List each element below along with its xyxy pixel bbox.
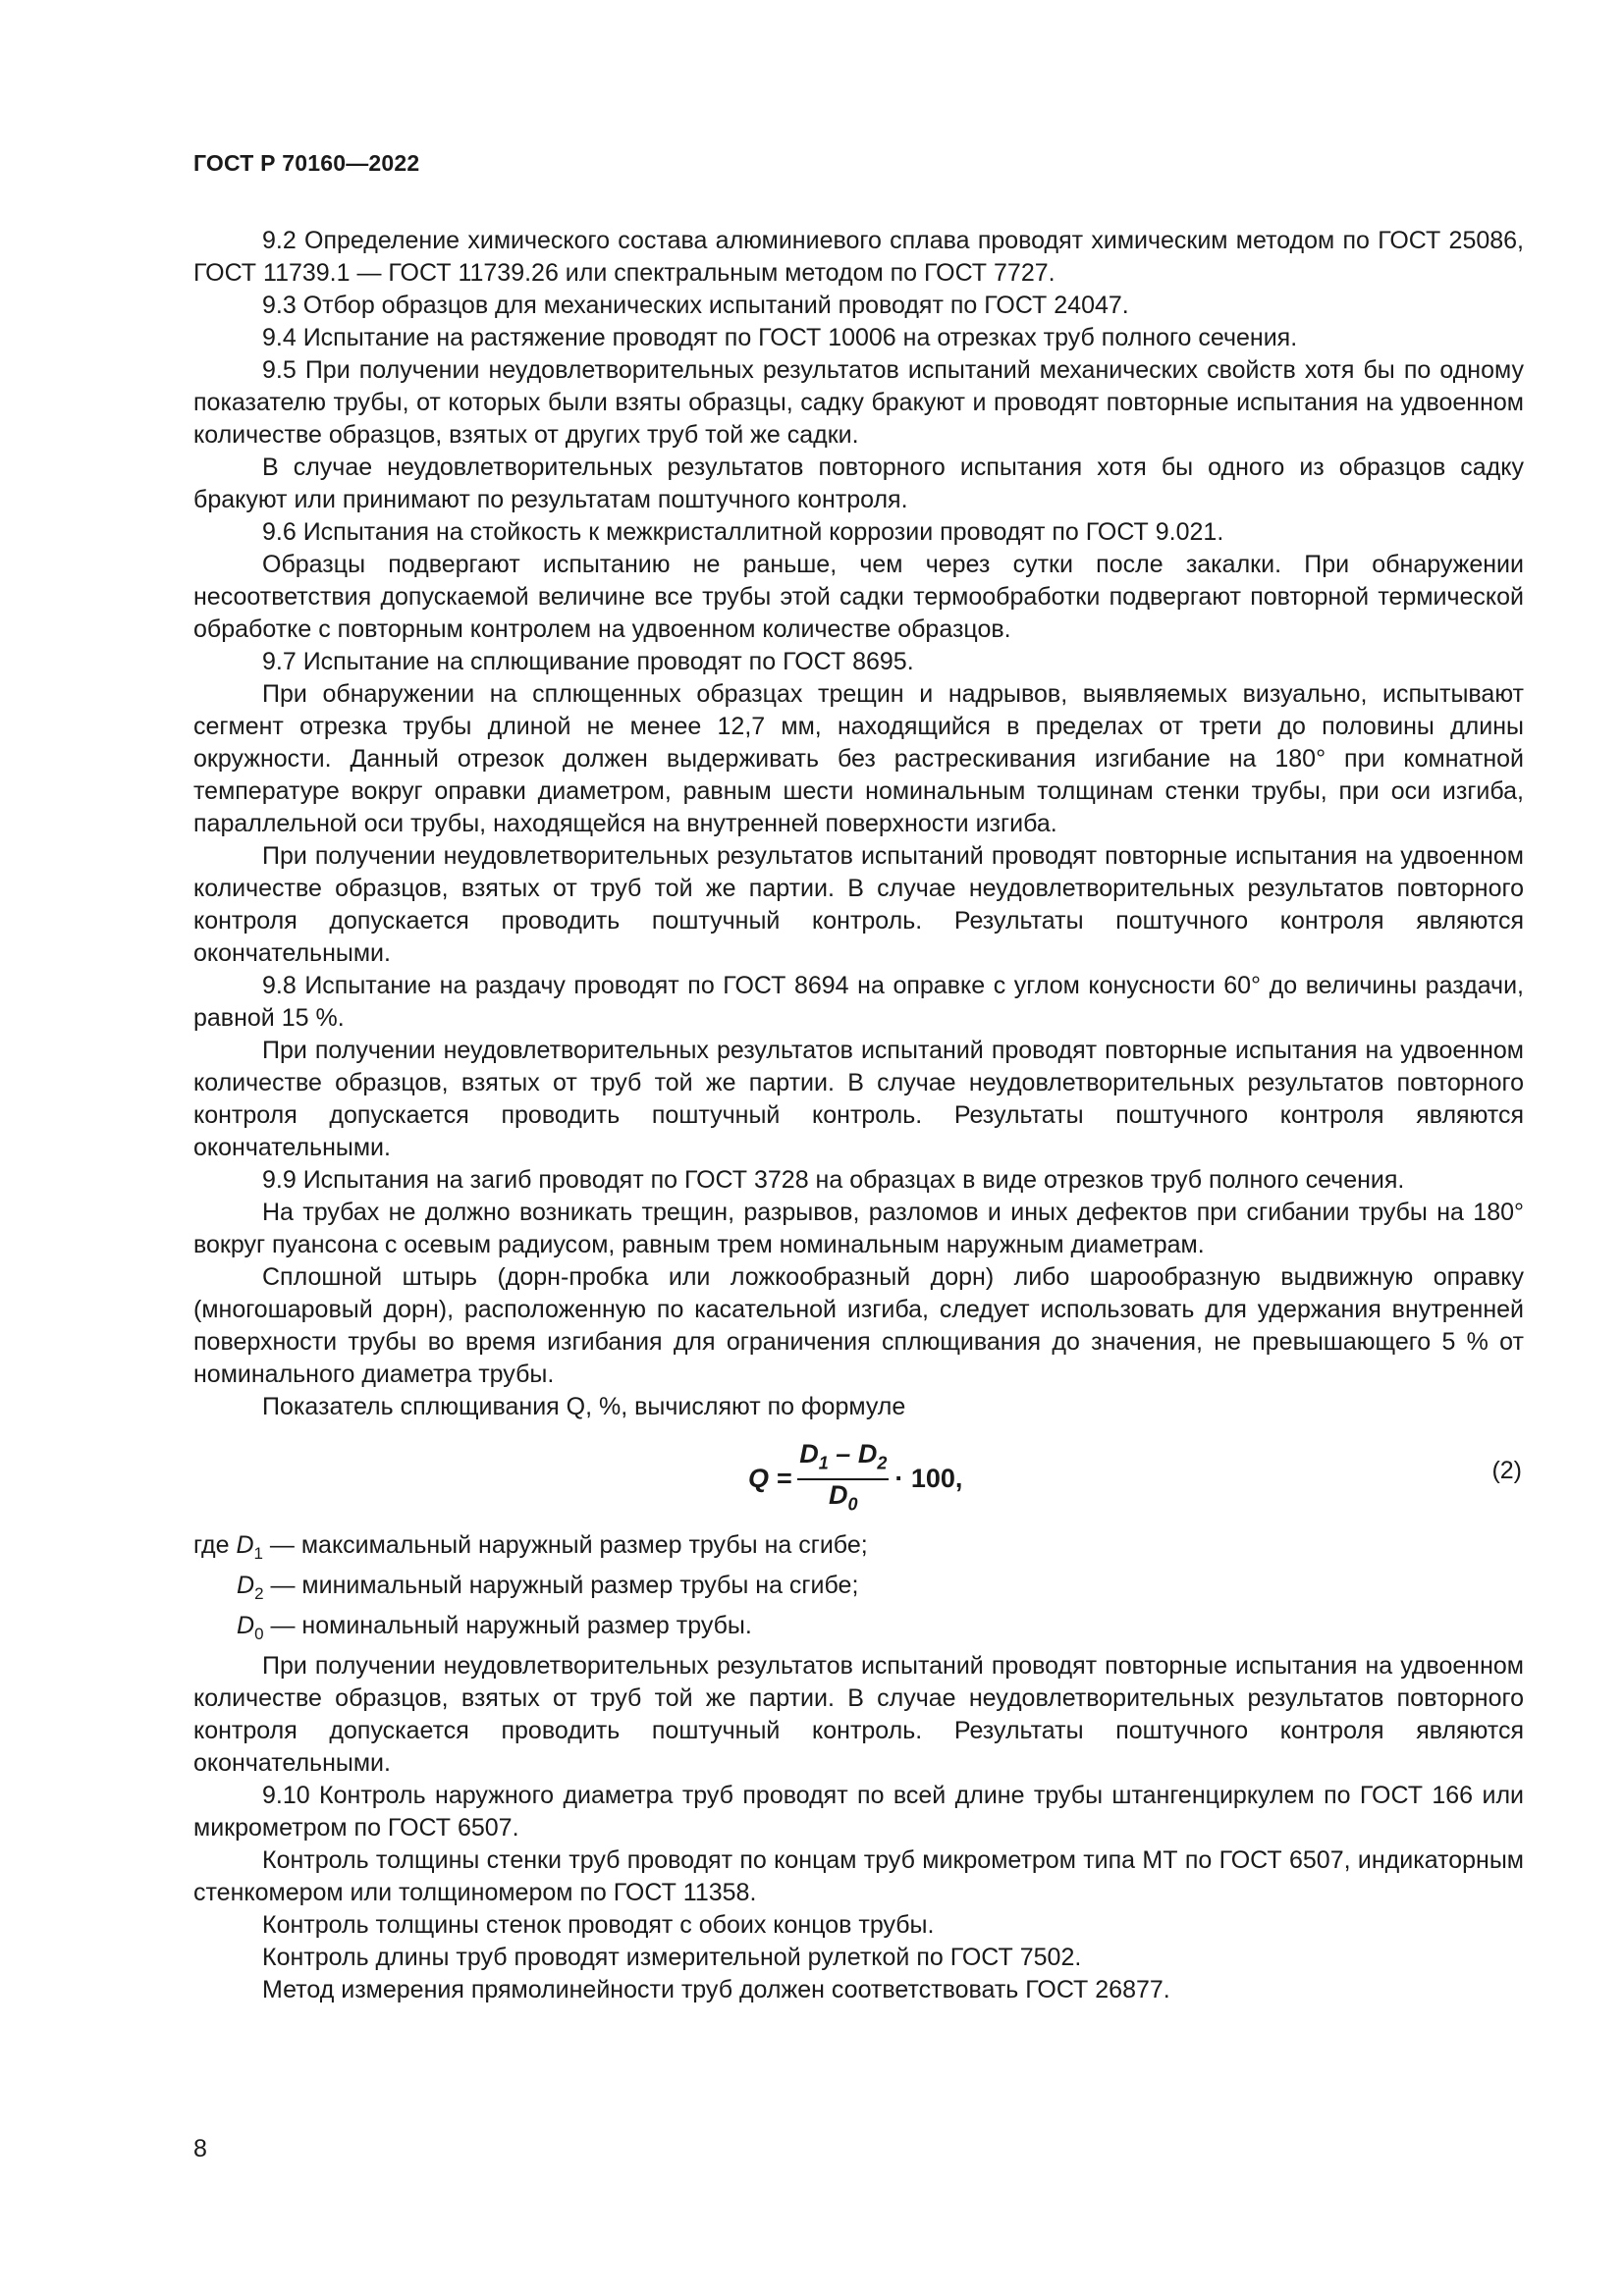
legend-d1-text: — максимальный наружный размер трубы на сгибе; bbox=[262, 1531, 868, 1559]
formula-block bbox=[193, 1437, 1524, 1515]
legend-d0-subscript: 0 bbox=[254, 1625, 264, 1643]
legend-d1-symbol: D bbox=[236, 1531, 254, 1559]
legend-d2-symbol: D bbox=[237, 1572, 255, 1599]
section-paragraphs-b bbox=[193, 1650, 1524, 2006]
page-number: 8 bbox=[193, 2135, 207, 2163]
page-body bbox=[193, 225, 1524, 2006]
paragraph-9-3: 9.3 Отбор образцов для механических испытаний проводят по ГОСТ 24047. bbox=[262, 292, 1129, 319]
paragraph-formula-intro: Показатель сплющивания Q, %, вычисляют по формуле bbox=[262, 1393, 906, 1420]
numerator-d1-subscript: 1 bbox=[818, 1453, 829, 1473]
legend-d0-symbol: D bbox=[237, 1612, 255, 1639]
flattening-formula bbox=[748, 1439, 962, 1520]
paragraph-9-9-mandrel: Сплошной штырь (дорн-пробка или ложкообразный дорн) либо шарообразную выдвижную оправку (многошаровый дорн), расположенную по касательной изгиба, следует использовать для удержания внутренней поверхности трубы во время изгибания для ограничения сплющивания до значения, не превышающего 5 % от номинального диаметра трубы. bbox=[193, 1263, 1524, 1388]
paragraph-9-5-repeat: В случае неудовлетворительных результатов повторного испытания хотя бы одного из образцов садку бракуют или принимают по результатам поштучного контроля. bbox=[193, 454, 1524, 513]
section-paragraphs-a bbox=[193, 225, 1524, 1423]
legend-d2-text: — минимальный наружный размер трубы на сгибе; bbox=[263, 1572, 859, 1599]
numerator-minus: – bbox=[828, 1439, 858, 1468]
paragraph-9-6-samples: Образцы подвергают испытанию не раньше, чем через сутки после закалки. При обнаружении несоответствия допускаемой величине все трубы этой садки термообработки подвергают повторной термической обработке с повторным контролем на удвоенном количестве образцов. bbox=[193, 551, 1524, 643]
denominator-symbol: D bbox=[829, 1480, 848, 1511]
legend-d0-text: — номинальный наружный размер трубы. bbox=[263, 1612, 752, 1639]
document-header: ГОСТ Р 70160—2022 bbox=[193, 150, 420, 176]
legend-d2-subscript: 2 bbox=[254, 1584, 264, 1603]
paragraph-length: Контроль длины труб проводят измерительной рулеткой по ГОСТ 7502. bbox=[262, 1944, 1082, 1971]
numerator-d2-subscript: 2 bbox=[877, 1453, 888, 1473]
paragraph-flattening-retest: При получении неудовлетворительных результатов испытаний проводят повторные испытания на удвоенном количестве образцов, взятых от труб той же партии. В случае неудовлетворительных результатов повторного контроля допускается проводить поштучный контроль. Результаты поштучного контроля являются окончательными. bbox=[193, 1652, 1524, 1777]
legend-prefix: где bbox=[193, 1531, 237, 1559]
equation-number: (2) bbox=[1491, 1457, 1522, 1484]
paragraph-9-8-retest: При получении неудовлетворительных результатов испытаний проводят повторные испытания на удвоенном количестве образцов, взятых от труб той же партии. В случае неудовлетворительных результатов повторного контроля допускается проводить поштучный контроль. Результаты поштучного контроля являются окончательными. bbox=[193, 1037, 1524, 1161]
formula-denominator bbox=[829, 1480, 858, 1519]
paragraph-9-9: 9.9 Испытания на загиб проводят по ГОСТ 3728 на образцах в виде отрезков труб полного сечения. bbox=[262, 1166, 1405, 1194]
paragraph-9-10: 9.10 Контроль наружного диаметра труб проводят по всей длине трубы штангенциркулем по ГОСТ 166 или микрометром по ГОСТ 6507. bbox=[193, 1782, 1524, 1842]
formula-multiplier: · 100, bbox=[894, 1464, 963, 1494]
legend-d2 bbox=[193, 1570, 1524, 1610]
numerator-d2-symbol: D bbox=[857, 1439, 878, 1468]
paragraph-wall-thickness: Контроль толщины стенки труб проводят по концам труб микрометром типа МТ по ГОСТ 6507, индикаторным стенкомером или толщиномером по ГОСТ 11358. bbox=[193, 1846, 1524, 1906]
legend-d1-subscript: 1 bbox=[253, 1544, 263, 1563]
paragraph-wall-ends: Контроль толщины стенок проводят с обоих концов трубы. bbox=[262, 1911, 935, 1939]
numerator-d1-symbol: D bbox=[799, 1439, 819, 1468]
paragraph-9-6: 9.6 Испытания на стойкость к межкристаллитной коррозии проводят по ГОСТ 9.021. bbox=[262, 518, 1224, 546]
formula-legend bbox=[193, 1529, 1524, 1650]
paragraph-straightness: Метод измерения прямолинейности труб должен соответствовать ГОСТ 26877. bbox=[262, 1976, 1170, 2003]
denominator-subscript: 0 bbox=[847, 1494, 858, 1515]
formula-fraction bbox=[797, 1439, 889, 1520]
legend-d0 bbox=[193, 1610, 1524, 1650]
paragraph-9-2: 9.2 Определение химического состава алюминиевого сплава проводят химическим методом по ГОСТ 25086, ГОСТ 11739.1 — ГОСТ 11739.26 или спектральным методом по ГОСТ 7727. bbox=[193, 227, 1524, 287]
legend-d1 bbox=[193, 1529, 1524, 1570]
paragraph-9-7-retest: При получении неудовлетворительных результатов испытаний проводят повторные испытания на удвоенном количестве образцов, взятых от труб той же партии. В случае неудовлетворительных результатов повторного контроля допускается проводить поштучный контроль. Результаты поштучного контроля являются окончательными. bbox=[193, 842, 1524, 967]
paragraph-9-4: 9.4 Испытание на растяжение проводят по ГОСТ 10006 на отрезках труб полного сечения. bbox=[262, 324, 1298, 351]
formula-numerator bbox=[797, 1439, 889, 1480]
paragraph-9-7-cracks: При обнаружении на сплющенных образцах трещин и надрывов, выявляемых визуально, испытывают сегмент отрезка трубы длиной не менее 12,7 мм, находящийся в пределах от трети до половины длины окружности. Данный отрезок должен выдерживать без растрескивания изгибание на 180° при комнатной температуре вокруг оправки диаметром, равным шести номинальным толщинам стенки трубы, при оси изгиба, параллельной оси трубы, находящейся на внутренней поверхности изгиба. bbox=[193, 680, 1524, 837]
paragraph-9-7: 9.7 Испытание на сплющивание проводят по ГОСТ 8695. bbox=[262, 648, 914, 675]
paragraph-9-5: 9.5 При получении неудовлетворительных результатов испытаний механических свойств хотя бы по одному показателю трубы, от которых были взяты образцы, садку бракуют и проводят повторные испытания на удвоенном количестве образцов, взятых от других труб той же садки. bbox=[193, 356, 1524, 449]
formula-lhs: Q = bbox=[748, 1464, 792, 1494]
paragraph-9-8: 9.8 Испытание на раздачу проводят по ГОСТ 8694 на оправке с углом конусности 60° до величины раздачи, равной 15 %. bbox=[193, 972, 1524, 1032]
paragraph-9-9-defects: На трубах не должно возникать трещин, разрывов, разломов и иных дефектов при сгибании трубы на 180° вокруг пуансона с осевым радиусом, равным трем номинальным наружным диаметрам. bbox=[193, 1199, 1524, 1258]
